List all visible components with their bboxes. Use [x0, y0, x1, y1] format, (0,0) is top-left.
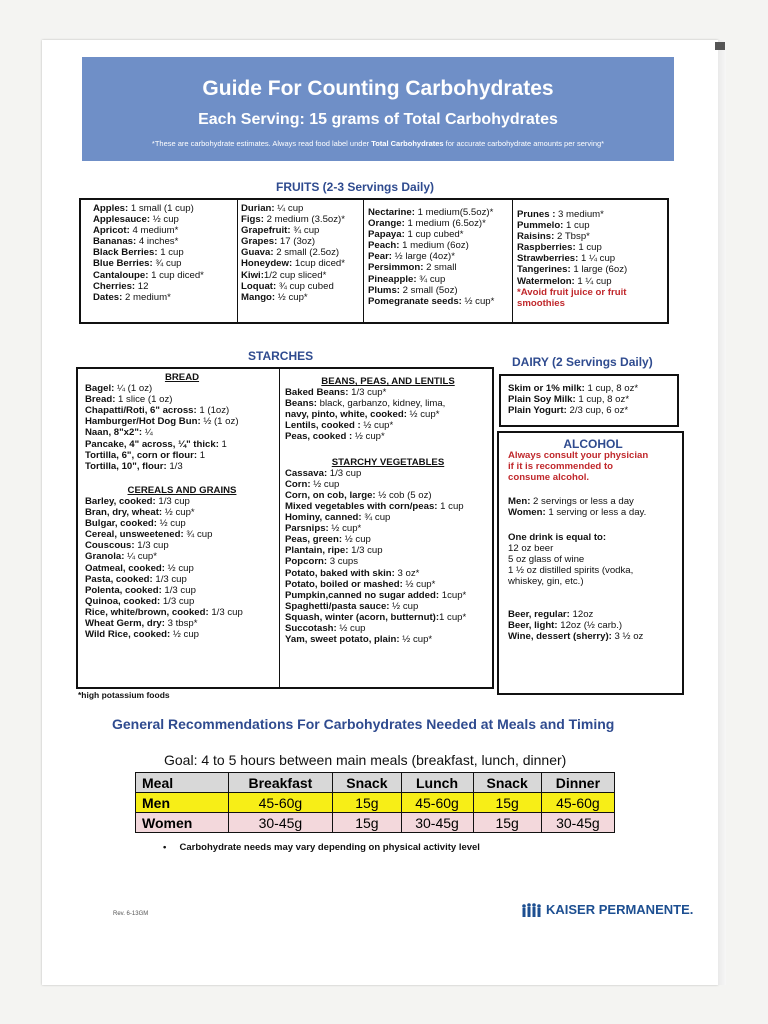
- list-item: Wild Rice, cooked: ½ cup: [85, 629, 200, 641]
- table-cell: Snack: [473, 773, 541, 793]
- activity-note: • Carbohydrate needs may vary depending on physical activity level: [163, 842, 480, 853]
- fruits-heading: FRUITS (2-3 Servings Daily): [276, 180, 435, 194]
- list-item: Hominy, canned: ¾ cup: [285, 512, 391, 524]
- drink-1: 12 oz beer: [508, 542, 554, 554]
- table-cell: 45-60g: [541, 793, 614, 813]
- page-subtitle: Each Serving: 15 grams of Total Carbohydrates: [198, 111, 558, 128]
- list-item: navy, pinto, white, cooked: ½ cup*: [285, 409, 440, 421]
- dairy-box: [499, 374, 679, 427]
- list-item: Hamburger/Hot Dog Bun: ½ (1 oz): [85, 416, 239, 428]
- list-item: Durian: ¼ cup: [241, 203, 304, 214]
- page-edge: [718, 40, 726, 985]
- list-item: Beans: black, garbanzo, kidney, lima,: [285, 398, 446, 410]
- list-item: Mixed vegetables with corn/peas: 1 cup: [285, 500, 464, 512]
- list-item: Pomegranate seeds: ½ cup*: [368, 295, 495, 307]
- alcohol-box: [497, 431, 684, 695]
- list-item: Pummelo: 1 cup: [517, 220, 590, 232]
- carb-recommendation-table: [135, 772, 615, 833]
- list-item: Wine, dessert (sherry): 3 ½ oz: [508, 631, 644, 643]
- list-item: Chapatti/Roti, 6" across: 1 (1oz): [85, 405, 230, 417]
- table-cell: 15g: [333, 813, 401, 833]
- list-item: Strawberries: 1 ¼ cup: [517, 253, 616, 265]
- list-item: Spaghetti/pasta sauce: ½ cup: [285, 600, 419, 612]
- kaiser-logo-icon: [521, 903, 543, 919]
- list-item: Raspberries: 1 cup: [517, 242, 602, 254]
- list-item: Bran, dry, wheat: ½ cup*: [85, 507, 195, 519]
- list-item: Guava: 2 small (2.5oz): [241, 247, 340, 259]
- list-item: Papaya: 1 cup cubed*: [368, 229, 464, 241]
- drink-heading: One drink is equal to:: [508, 531, 607, 543]
- list-item: Tangerines: 1 large (6oz): [517, 264, 628, 276]
- alcohol-warning-3: consume alcohol.: [508, 472, 590, 484]
- list-item: Baked Beans: 1/3 cup*: [285, 387, 387, 399]
- page-title: Guide For Counting Carbohydrates: [202, 77, 554, 100]
- table-cell: 45-60g: [401, 793, 473, 813]
- list-item: Peas, cooked : ½ cup*: [285, 431, 385, 443]
- alcohol-warning-2: if it is recommended to: [508, 461, 614, 473]
- row-label-cell: Men: [136, 793, 229, 813]
- list-item: Cherries: 12: [93, 280, 149, 292]
- bread-heading: BREAD: [164, 372, 200, 383]
- dairy-heading: DAIRY (2 Servings Daily): [512, 355, 653, 369]
- list-item: Pasta, cooked: 1/3 cup: [85, 573, 187, 585]
- alcohol-heading: ALCOHOL: [563, 437, 623, 451]
- list-item: Grapes: 17 (3oz): [241, 236, 316, 248]
- list-item: Corn: ½ cup: [285, 478, 340, 490]
- row-label-cell: Meal: [136, 773, 229, 793]
- list-item: Polenta, cooked: 1/3 cup: [85, 584, 196, 596]
- list-item: Cantaloupe: 1 cup diced*: [93, 269, 204, 281]
- list-item: Blue Berries: ¾ cup: [93, 258, 182, 270]
- list-item: Potato, boiled or mashed: ½ cup*: [285, 578, 436, 590]
- list-item: Bagel: ¼ (1 oz): [85, 383, 153, 395]
- list-item: Oatmeal, cooked: ½ cup: [85, 562, 194, 574]
- table-cell: Breakfast: [228, 773, 333, 793]
- list-item: Dates: 2 medium*: [93, 291, 171, 303]
- fruits-col-4: [514, 207, 630, 311]
- list-item: Apples: 1 small (1 cup): [93, 203, 194, 214]
- list-item: Pear: ½ large (4oz)*: [368, 251, 455, 263]
- starches-box: [76, 367, 494, 689]
- table-cell: Lunch: [401, 773, 473, 793]
- list-item: Skim or 1% milk: 1 cup, 8 oz*: [508, 383, 639, 394]
- list-item: Honeydew: 1cup diced*: [241, 258, 345, 270]
- list-item: Bulgar, cooked: ½ cup: [85, 518, 186, 530]
- drink-4: whiskey, gin, etc.): [508, 575, 584, 587]
- list-item: Rice, white/brown, cooked: 1/3 cup: [85, 606, 243, 618]
- starchy-vegetables-heading: STARCHY VEGETABLES: [331, 456, 445, 468]
- dairy-list: [505, 381, 641, 418]
- list-item: Bread: 1 slice (1 oz): [85, 394, 173, 406]
- list-item: Naan, 8"x2": ¼: [85, 427, 153, 439]
- women-limit: Women: 1 serving or less a day.: [508, 507, 647, 519]
- list-item: Parsnips: ½ cup*: [285, 523, 362, 535]
- starches-right-col: [282, 374, 494, 647]
- list-item: Wheat Germ, dry: 3 tbsp*: [85, 617, 198, 629]
- page-tab: [715, 42, 725, 50]
- table-cell: 15g: [473, 793, 541, 813]
- starches-left-col: [82, 370, 282, 642]
- alcohol-content: [505, 437, 681, 644]
- header-banner: [82, 57, 674, 161]
- revision-label: Rev. 6-13GM: [113, 911, 149, 917]
- list-item: Cassava: 1/3 cup: [285, 467, 362, 479]
- alcohol-warning-1: Always consult your physician: [508, 450, 649, 462]
- list-item: Loquat: ¾ cup cubed: [241, 280, 334, 292]
- list-item: Potato, baked with skin: 3 oz*: [285, 567, 420, 579]
- row-label-cell: Women: [136, 813, 229, 833]
- list-item: Beer, regular: 12oz: [508, 609, 594, 621]
- list-item: Quinoa, cooked: 1/3 cup: [85, 595, 195, 607]
- list-item: Apricot: 4 medium*: [93, 225, 179, 237]
- list-item: Peas, green: ½ cup: [285, 534, 371, 546]
- list-item: Plain Yogurt: 2/3 cup, 6 oz*: [508, 405, 629, 417]
- kaiser-permanente-logo: KAISER PERMANENTE.: [521, 902, 693, 919]
- list-item: Plantain, ripe: 1/3 cup: [285, 545, 383, 557]
- potassium-footnote: *high potassium foods: [78, 690, 170, 700]
- table-row-women: [136, 813, 615, 833]
- list-item: Peach: 1 medium (6oz): [368, 240, 469, 252]
- table-cell: Dinner: [541, 773, 614, 793]
- list-item: Squash, winter (acorn, butternut):1 cup*: [285, 611, 467, 623]
- cereals-heading: CEREALS AND GRAINS: [127, 484, 237, 496]
- list-item: Plums: 2 small (5oz): [368, 284, 458, 296]
- timing-goal: Goal: 4 to 5 hours between main meals (breakfast, lunch, dinner): [164, 752, 567, 768]
- list-item: Plain Soy Milk: 1 cup, 8 oz*: [508, 394, 630, 406]
- list-item: Tortilla, 10", flour: 1/3: [85, 460, 183, 472]
- list-item: Orange: 1 medium (6.5oz)*: [368, 218, 486, 230]
- list-item: Raisins: 2 Tbsp*: [517, 231, 590, 243]
- list-item: Yam, sweet potato, plain: ½ cup*: [285, 634, 433, 646]
- table-cell: 45-60g: [228, 793, 333, 813]
- men-limit: Men: 2 servings or less a day: [508, 496, 634, 508]
- list-item: Watermelon: 1 ¼ cup: [517, 275, 612, 287]
- fruit-juice-warning-2: smoothies: [517, 297, 565, 309]
- list-item: Tortilla, 6", corn or flour: 1: [85, 449, 206, 461]
- fruits-col-2: [238, 201, 348, 305]
- recommendations-heading: General Recommendations For Carbohydrates Needed at Meals and Timing: [112, 716, 615, 732]
- list-item: Pancake, 4" across, ¼" thick: 1: [85, 438, 227, 450]
- list-item: Pineapple: ¾ cup: [368, 273, 446, 285]
- fruit-juice-warning: *Avoid fruit juice or fruit: [517, 286, 627, 298]
- beans-heading: BEANS, PEAS, AND LENTILS: [321, 376, 455, 387]
- list-item: Cereal, unsweetened: ¾ cup: [85, 529, 213, 541]
- table-cell: 30-45g: [401, 813, 473, 833]
- list-item: Pumpkin,canned no sugar added: 1cup*: [285, 589, 467, 601]
- list-item: Granola: ¼ cup*: [85, 551, 157, 563]
- table-cell: Snack: [333, 773, 401, 793]
- list-item: Grapefruit: ¾ cup: [241, 225, 320, 237]
- table-cell: 30-45g: [541, 813, 614, 833]
- list-item: Persimmon: 2 small: [368, 262, 457, 274]
- table-row-men: [136, 793, 615, 813]
- list-item: Black Berries: 1 cup: [93, 247, 184, 259]
- table-header-row: [136, 773, 615, 793]
- list-item: Applesauce: ½ cup: [93, 214, 179, 226]
- list-item: Nectarine: 1 medium(5.5oz)*: [368, 207, 494, 218]
- header-note: *These are carbohydrate estimates. Always read food label under Total Carbohydrates for accurate carbohydrate amounts per serving*: [151, 139, 605, 148]
- table-cell: 15g: [333, 793, 401, 813]
- list-item: Mango: ½ cup*: [241, 291, 308, 303]
- list-item: Prunes : 3 medium*: [517, 209, 604, 220]
- drink-2: 5 oz glass of wine: [508, 553, 585, 565]
- table-cell: 30-45g: [228, 813, 333, 833]
- list-item: Barley, cooked: 1/3 cup: [85, 495, 190, 507]
- table-cell: 15g: [473, 813, 541, 833]
- list-item: Beer, light: 12oz (½ carb.): [508, 620, 623, 632]
- list-item: Bananas: 4 inches*: [93, 236, 179, 248]
- fruits-box: [79, 198, 669, 324]
- fruits-col-1: [90, 201, 207, 305]
- list-item: Succotash: ½ cup: [285, 622, 366, 634]
- list-item: Couscous: 1/3 cup: [85, 540, 169, 552]
- list-item: Popcorn: 3 cups: [285, 556, 359, 568]
- starches-heading: STARCHES: [248, 349, 314, 363]
- drink-3: 1 ½ oz distilled spirits (vodka,: [508, 564, 634, 576]
- list-item: Lentils, cooked : ½ cup*: [285, 420, 394, 432]
- fruits-col-3: [365, 205, 497, 309]
- list-item: Corn, on cob, large: ½ cob (5 oz): [285, 489, 432, 501]
- list-item: Figs: 2 medium (3.5oz)*: [241, 214, 345, 226]
- list-item: Kiwi:1/2 cup sliced*: [241, 269, 327, 281]
